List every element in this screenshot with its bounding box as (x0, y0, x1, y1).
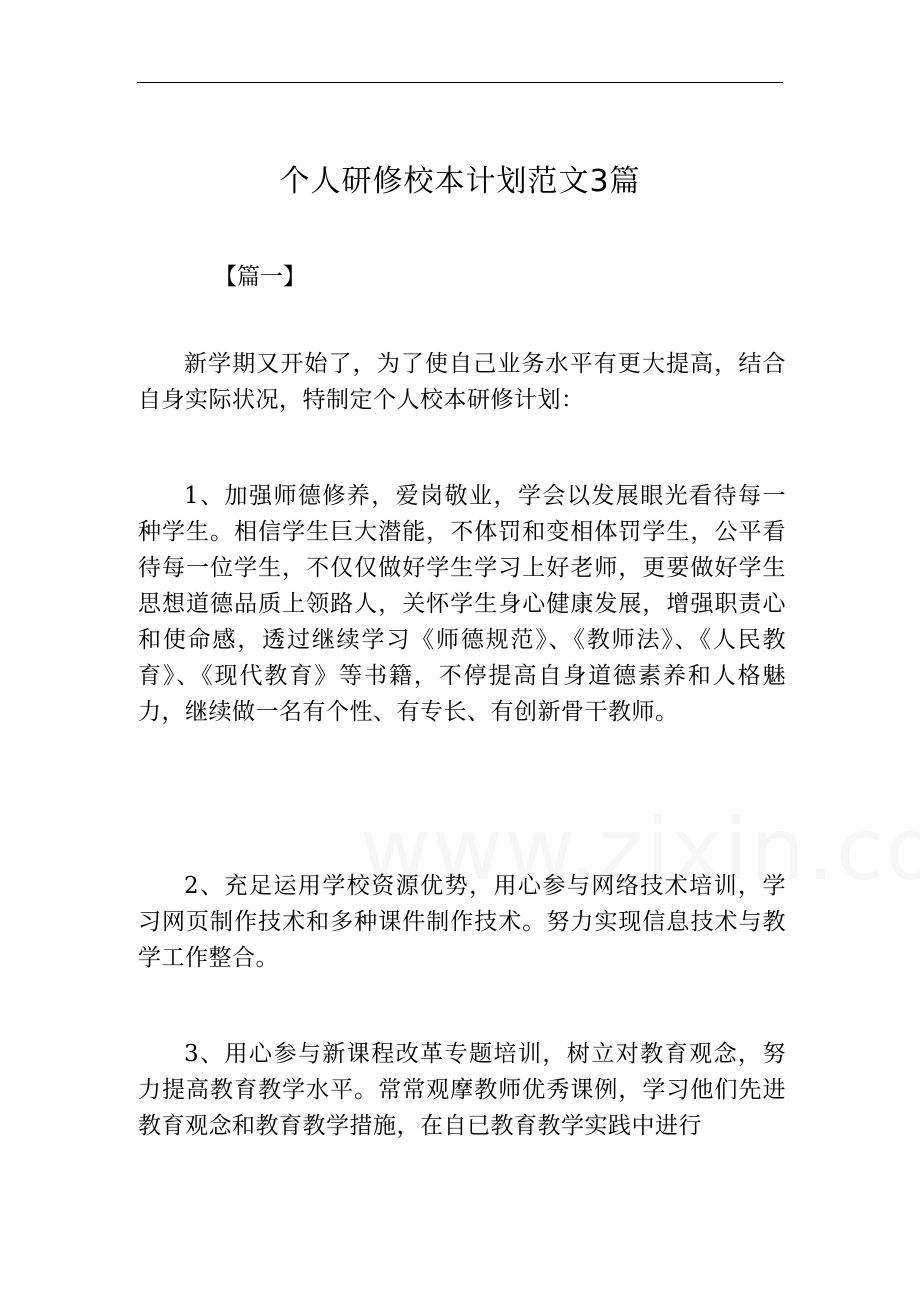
paragraph-item-3: 3、用心参与新课程改革专题培训，树立对教育观念，努力提高教育教学水平。常常观摩教师优秀课例，学习他们先进教育观念和教育教学措施，在自已教育教学实践中进行 (138, 1041, 786, 1139)
section-label: 【篇一】 (214, 264, 306, 290)
paragraph-intro: 新学期又开始了，为了使自己业务水平有更大提高，结合自身实际状况，特制定个人校本研修计划： (138, 351, 786, 413)
paragraph-item-1: 1、加强师德修养，爱岗敬业，学会以发展眼光看待每一种学生。相信学生巨大潜能，不体罚和变相体罚学生，公平看待每一位学生，不仅仅做好学生学习上好老师，更要做好学生思想道德品质上领路人，关怀学生身心健康发展，增强职责心和使命感，透过继续学习《师德规范》、《教师法》、《人民教育》、《现代教育》等书籍，不停提高自身道德素养和人格魅力，继续做一名有个性、有专长、有创新骨干教师。 (138, 483, 786, 725)
document-title: 个人研修校本计划范文3篇 (279, 164, 641, 199)
paragraph-item-2: 2、充足运用学校资源优势，用心参与网络技术培训，学习网页制作技术和多种课件制作技术。努力实现信息技术与教学工作整合。 (138, 873, 786, 971)
header-rule (137, 82, 783, 83)
